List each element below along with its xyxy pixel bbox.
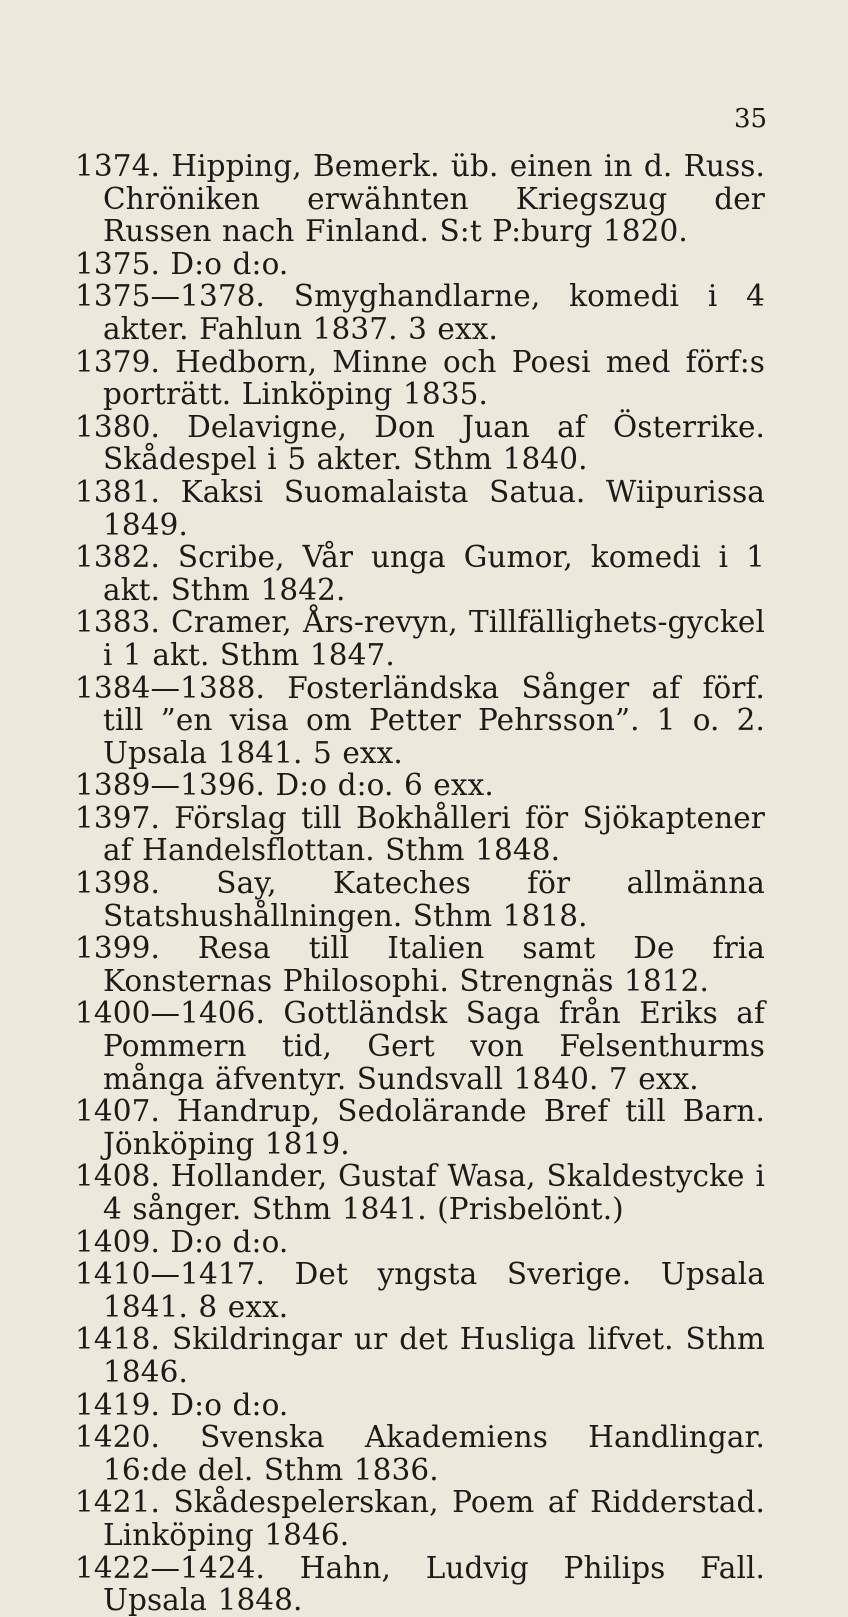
catalog-entry: 1384—1388. Fosterländska Sånger af förf. till ”en visa om Petter Pehrsson”. 1 o. 2. Upsala 1841. 5 exx. [75, 670, 765, 770]
catalog-entry: 1381. Kaksi Suomalaista Satua. Wiipurissa 1849. [75, 474, 765, 542]
catalog-entry: 1409. D:o d:o. [75, 1224, 289, 1259]
catalog-entry: 1422—1424. Hahn, Ludvig Philips Fall. Upsala 1848. [75, 1550, 765, 1617]
catalog-entry: 1375—1378. Smyghandlarne, komedi i 4 akter. Fahlun 1837. 3 exx. [75, 279, 765, 346]
catalog-entry: 1419. D:o d:o. [75, 1387, 289, 1422]
page-number: 35 [734, 104, 768, 134]
catalog-entry: 1410—1417. Det yngsta Sverige. Upsala 1841. 8 exx. [75, 1257, 765, 1324]
catalog-entry: 1398. Say, Kateches för allmänna Statshushållningen. Sthm 1818. [75, 866, 765, 933]
catalog-entry: 1375. D:o d:o. [75, 246, 289, 281]
catalog-entry: 1383. Cramer, Års-revyn, Tillfällighets-gyckel i 1 akt. Sthm 1847. [75, 605, 765, 672]
catalog-entry: 1418. Skildringar ur det Husliga lifvet. Sthm 1846. [75, 1322, 765, 1389]
catalog-entry: 1380. Delavigne, Don Juan af Österrike. Skådespel i 5 akter. Sthm 1840. [75, 409, 765, 477]
catalog-entry: 1397. Förslag till Bokhålleri för Sjökaptener af Handelsflottan. Sthm 1848. [75, 800, 765, 868]
catalog-entries [75, 150, 765, 1617]
catalog-entry: 1400—1406. Gottländsk Saga från Eriks af Pommern tid, Gert von Felsenthurms många äfventyr. Sundsvall 1840. 7 exx. [75, 996, 765, 1096]
catalog-entry: 1389—1396. D:o d:o. 6 exx. [75, 768, 494, 803]
catalog-entry: 1407. Handrup, Sedolärande Bref till Barn. Jönköping 1819. [75, 1094, 765, 1161]
catalog-entry: 1408. Hollander, Gustaf Wasa, Skaldestycke i 4 sånger. Sthm 1841. (Prisbelönt.) [75, 1159, 765, 1226]
catalog-entry: 1374. Hipping, Bemerk. üb. einen in d. Russ. Chröniken erwähnten Kriegszug der Russen nach Finland. S:t P:burg 1820. [75, 149, 765, 249]
catalog-entry: 1382. Scribe, Vår unga Gumor, komedi i 1 akt. Sthm 1842. [75, 540, 765, 607]
catalog-entry: 1420. Svenska Akademiens Handlingar. 16:de del. Sthm 1836. [75, 1420, 765, 1487]
catalog-entry: 1399. Resa till Italien samt De fria Konsternas Philosophi. Strengnäs 1812. [75, 931, 765, 998]
catalog-entry: 1379. Hedborn, Minne och Poesi med förf:s porträtt. Linköping 1835. [75, 344, 765, 412]
catalog-entry: 1421. Skådespelerskan, Poem af Ridderstad. Linköping 1846. [75, 1485, 765, 1552]
